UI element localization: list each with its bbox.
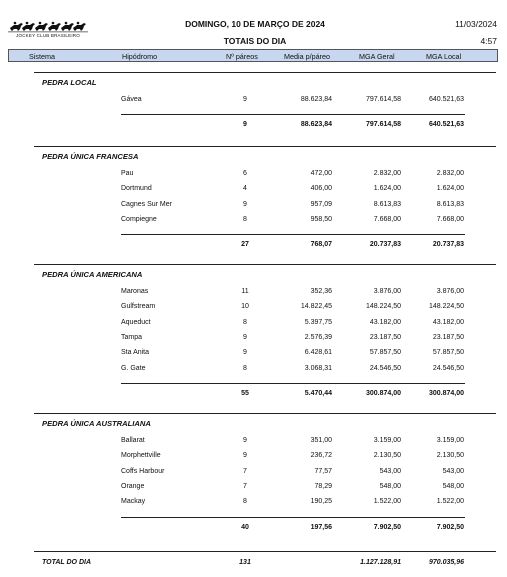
jockey-club-logo <box>8 19 88 41</box>
section-title: PEDRA ÚNICA FRANCESA <box>42 152 139 161</box>
subtotal-media: 197,56 <box>310 523 332 531</box>
subtotal-pareos: 9 <box>243 121 247 129</box>
mga-local-value: 2.130,50 <box>436 452 464 460</box>
mga-geral-value: 3.159,00 <box>373 437 401 444</box>
mga-local-value: 640.521,63 <box>428 96 464 103</box>
section-separator-line <box>34 413 496 414</box>
subtotal-line <box>121 114 465 115</box>
subtotal-line <box>121 383 465 384</box>
media-value: 190,25 <box>310 498 332 506</box>
col-mga-local: MGA Local <box>426 52 462 61</box>
mga-geral-value: 8.613,83 <box>373 200 401 208</box>
media-value: 957,09 <box>310 200 332 208</box>
media-value: 351,00 <box>310 437 332 444</box>
subtotal-pareos: 40 <box>241 523 249 531</box>
mga-local-value: 24.546,50 <box>432 364 464 372</box>
mga-local-value: 148.224,50 <box>428 303 464 311</box>
subtotal-media: 768,07 <box>310 241 332 249</box>
mga-geral-value: 3.876,00 <box>373 288 401 295</box>
hipodromo-name: Cagnes Sur Mer <box>121 200 172 208</box>
mga-geral-value: 43.182,00 <box>369 318 401 326</box>
section-title: PEDRA ÚNICA AMERICANA <box>42 270 143 279</box>
subtotal-mga-geral: 7.902,50 <box>373 523 401 531</box>
pareos-count: 9 <box>243 96 247 103</box>
mga-local-value: 3.876,00 <box>436 288 464 295</box>
col-media: Media p/páreo <box>284 52 330 61</box>
mga-local-value: 7.668,00 <box>436 215 464 223</box>
subtotal-mga-local: 7.902,50 <box>436 523 464 531</box>
mga-local-value: 543,00 <box>442 467 464 475</box>
section-title: PEDRA ÚNICA AUSTRALIANA <box>42 419 151 428</box>
racing-horses-icon <box>8 19 88 33</box>
mga-local-value: 43.182,00 <box>432 318 464 326</box>
section-separator-line <box>34 72 496 73</box>
mga-geral-value: 1.522,00 <box>373 498 401 506</box>
pareos-count: 9 <box>243 437 247 444</box>
col-pareos: Nº páreos <box>226 52 258 61</box>
subtotal-mga-geral: 20.737,83 <box>369 241 401 249</box>
hipodromo-name: Dortmund <box>121 185 152 193</box>
media-value: 77,57 <box>314 467 332 475</box>
hipodromo-name: Ballarat <box>121 437 145 444</box>
mga-local-value: 2.832,00 <box>436 170 464 177</box>
mga-local-value: 1.522,00 <box>436 498 464 506</box>
media-value: 236,72 <box>310 452 332 460</box>
hipodromo-name: Tampa <box>121 333 143 341</box>
mga-geral-value: 797.614,58 <box>365 96 401 103</box>
media-value: 472,00 <box>310 170 332 177</box>
pareos-count: 10 <box>241 303 249 311</box>
subtotal-media: 88.623,84 <box>300 121 332 129</box>
pareos-count: 6 <box>243 170 247 177</box>
grand-total-mga-geral: 1.127.128,91 <box>360 559 401 566</box>
pareos-count: 4 <box>243 185 247 193</box>
pareos-count: 8 <box>243 215 247 223</box>
mga-geral-value: 1.624,00 <box>373 185 401 193</box>
hipodromo-name: Orange <box>121 482 145 490</box>
pareos-count: 8 <box>243 364 247 372</box>
section-title: PEDRA LOCAL <box>42 78 97 87</box>
mga-local-value: 23.187,50 <box>432 333 464 341</box>
pareos-count: 11 <box>241 288 249 295</box>
hipodromo-name: Pau <box>121 170 134 177</box>
pareos-count: 9 <box>243 333 247 341</box>
hipodromo-name: Maronas <box>121 288 149 295</box>
mga-geral-value: 23.187,50 <box>369 333 401 341</box>
mga-local-value: 548,00 <box>442 482 464 490</box>
section-separator-line <box>34 264 496 265</box>
pareos-count: 7 <box>243 467 247 475</box>
hipodromo-name: Mackay <box>121 498 146 506</box>
subtotal-mga-local: 300.874,00 <box>428 389 464 397</box>
media-value: 3.068,31 <box>304 364 332 372</box>
report-title: TOTAIS DO DIA <box>223 36 287 46</box>
media-value: 5.397,75 <box>304 318 332 326</box>
pareos-count: 9 <box>243 349 247 357</box>
subtotal-mga-local: 640.521,63 <box>428 121 464 129</box>
mga-geral-value: 2.130,50 <box>373 452 401 460</box>
mga-geral-value: 24.546,50 <box>369 364 401 372</box>
subtotal-mga-geral: 797.614,58 <box>365 121 401 129</box>
mga-geral-value: 148.224,50 <box>365 303 401 311</box>
media-value: 88.623,84 <box>300 96 332 103</box>
subtotal-line <box>121 517 465 518</box>
hipodromo-name: Sta Anita <box>121 349 150 357</box>
column-header-bar <box>8 49 498 62</box>
hipodromo-name: Morphettville <box>121 452 161 460</box>
hipodromo-name: G. Gate <box>121 364 146 372</box>
mga-geral-value: 57.857,50 <box>369 349 401 357</box>
media-value: 6.428,61 <box>304 349 332 357</box>
print-time: 4:57 <box>480 36 497 46</box>
report-date: DOMINGO, 10 DE MARÇO DE 2024 <box>185 19 325 29</box>
media-value: 14.822,45 <box>300 303 332 311</box>
mga-local-value: 3.159,00 <box>436 437 464 444</box>
grand-total-separator-line <box>34 551 496 552</box>
media-value: 352,36 <box>310 288 332 295</box>
hipodromo-name: Coffs Harbour <box>121 467 165 475</box>
subtotal-mga-local: 20.737,83 <box>432 241 464 249</box>
pareos-count: 9 <box>243 200 247 208</box>
mga-local-value: 57.857,50 <box>432 349 464 357</box>
mga-geral-value: 2.832,00 <box>373 170 401 177</box>
media-value: 78,29 <box>314 482 332 490</box>
mga-local-value: 1.624,00 <box>436 185 464 193</box>
media-value: 958,50 <box>310 215 332 223</box>
grand-total-mga-local: 970.035,96 <box>428 559 464 566</box>
grand-total-label: TOTAL DO DIA <box>42 559 91 566</box>
col-hipodromo: Hipódromo <box>122 52 158 61</box>
media-value: 2.576,39 <box>304 333 332 341</box>
subtotal-media: 5.470,44 <box>304 389 332 397</box>
subtotal-mga-geral: 300.874,00 <box>365 389 401 397</box>
col-mga-geral: MGA Geral <box>359 52 395 61</box>
subtotal-line <box>121 234 465 235</box>
mga-geral-value: 548,00 <box>379 482 401 490</box>
pareos-count: 8 <box>243 498 247 506</box>
hipodromo-name: Aqueduct <box>121 318 151 326</box>
print-date: 11/03/2024 <box>455 19 497 29</box>
mga-local-value: 8.613,83 <box>436 200 464 208</box>
media-value: 406,00 <box>310 185 332 193</box>
hipodromo-name: Gávea <box>121 96 142 103</box>
pareos-count: 9 <box>243 452 247 460</box>
hipodromo-name: Gulfstream <box>121 303 156 311</box>
hipodromo-name: Compiegne <box>121 215 157 223</box>
mga-geral-value: 7.668,00 <box>373 215 401 223</box>
pareos-count: 7 <box>243 482 247 490</box>
section-separator-line <box>34 146 496 147</box>
mga-geral-value: 543,00 <box>379 467 401 475</box>
subtotal-pareos: 55 <box>241 389 249 397</box>
grand-total-pareos: 131 <box>239 559 251 566</box>
pareos-count: 8 <box>243 318 247 326</box>
col-sistema: Sistema <box>29 52 55 61</box>
subtotal-pareos: 27 <box>241 241 249 249</box>
logo-text: JOCKEY CLUB BRASILEIRO <box>16 33 80 38</box>
